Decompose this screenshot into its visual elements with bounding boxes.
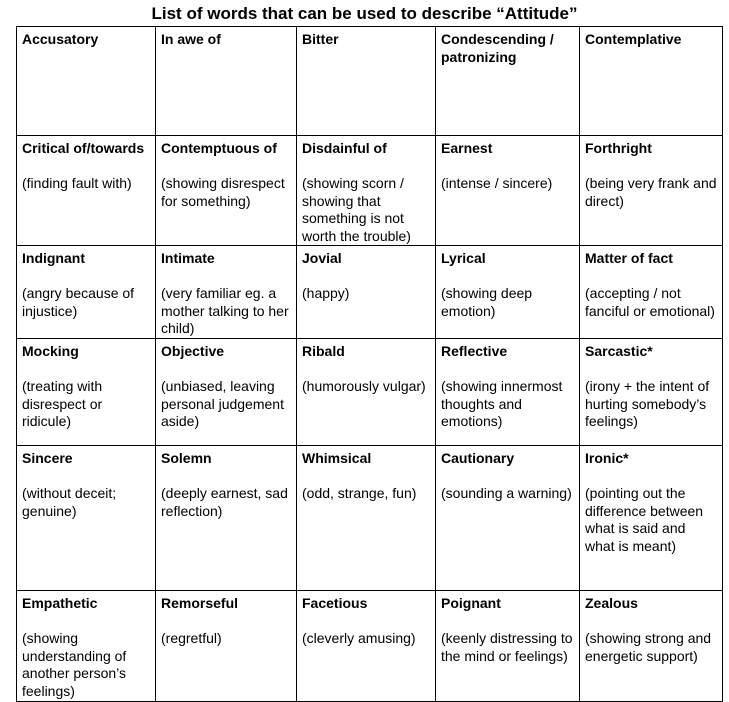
word-term: Jovial (302, 250, 342, 266)
word-term: Contemptuous of (161, 140, 277, 156)
word-cell (580, 446, 723, 591)
word-cell (17, 136, 156, 246)
word-definition: (treating with disrespect or ridicule) (22, 378, 103, 429)
document-title: List of words that can be used to describe “Attitude” (151, 4, 578, 23)
table-row (17, 339, 723, 446)
word-cell (297, 136, 436, 246)
word-definition: (deeply earnest, sad reflection) (161, 485, 288, 519)
word-cell (156, 246, 297, 339)
word-term: Zealous (585, 595, 638, 611)
word-term: Solemn (161, 450, 212, 466)
word-cell (436, 136, 580, 246)
word-definition: (accepting / not fanciful or emotional) (585, 285, 715, 319)
word-definition: (showing understanding of another person’s feelings) (22, 630, 127, 699)
word-cell (17, 446, 156, 591)
word-cell (297, 246, 436, 339)
word-term: Contemplative (585, 31, 682, 47)
word-term: Ironic* (585, 450, 629, 466)
word-definition: (without deceit; genuine) (22, 485, 117, 519)
word-term: Cautionary (441, 450, 515, 466)
word-term: Earnest (441, 140, 493, 156)
word-term: Reflective (441, 343, 508, 359)
table-row (17, 446, 723, 591)
word-term: Critical of/towards (22, 140, 145, 156)
word-cell (17, 339, 156, 446)
word-cell (297, 339, 436, 446)
table-row (17, 136, 723, 246)
word-definition: (irony + the intent of hurting somebody’s feelings) (585, 378, 710, 429)
word-cell (436, 27, 580, 136)
word-cell (436, 591, 580, 702)
word-cell (297, 27, 436, 136)
word-definition: (finding fault with) (22, 175, 132, 191)
word-cell (580, 27, 723, 136)
word-definition: (happy) (302, 285, 350, 301)
word-term: Lyrical (441, 250, 486, 266)
word-term: Objective (161, 343, 225, 359)
table-row (17, 591, 723, 702)
word-cell (580, 136, 723, 246)
word-term: Remorseful (161, 595, 239, 611)
word-definition: (showing strong and energetic support) (585, 630, 712, 664)
word-term: Disdainful of (302, 140, 387, 156)
word-cell (580, 591, 723, 702)
table-row (17, 27, 723, 136)
word-term: Ribald (302, 343, 345, 359)
word-term: Empathetic (22, 595, 98, 611)
word-term: Intimate (161, 250, 215, 266)
word-definition: (unbiased, leaving personal judgement aside) (161, 378, 284, 429)
word-term: Condescending / patronizing (441, 31, 554, 65)
word-term: Sarcastic* (585, 343, 653, 359)
word-cell (17, 246, 156, 339)
word-definition: (keenly distressing to the mind or feelings) (441, 630, 573, 664)
word-definition: (being very frank and direct) (585, 175, 717, 209)
word-cell (17, 27, 156, 136)
word-definition: (showing innermost thoughts and emotions) (441, 378, 563, 429)
word-definition: (intense / sincere) (441, 175, 553, 191)
word-definition: (showing scorn / showing that something is not worth the trouble) (302, 175, 411, 244)
attitude-words-table (16, 26, 723, 702)
word-term: Accusatory (22, 31, 99, 47)
word-cell (156, 339, 297, 446)
word-definition: (pointing out the difference between what is said and what is meant) (585, 485, 704, 554)
word-definition: (angry because of injustice) (22, 285, 135, 319)
word-term: Matter of fact (585, 250, 673, 266)
word-definition: (very familiar eg. a mother talking to her child) (161, 285, 289, 336)
word-definition: (humorously vulgar) (302, 378, 426, 394)
word-definition: (showing disrespect for something) (161, 175, 285, 209)
word-cell (156, 27, 297, 136)
word-cell (436, 446, 580, 591)
word-cell (436, 246, 580, 339)
table-row (17, 246, 723, 339)
word-term: Indignant (22, 250, 85, 266)
word-definition: (sounding a warning) (441, 485, 572, 501)
word-cell (156, 136, 297, 246)
word-cell (436, 339, 580, 446)
word-term: Bitter (302, 31, 339, 47)
word-definition: (cleverly amusing) (302, 630, 416, 646)
word-cell (156, 446, 297, 591)
word-cell (580, 246, 723, 339)
word-definition: (showing deep emotion) (441, 285, 533, 319)
word-term: Mocking (22, 343, 79, 359)
word-term: Whimsical (302, 450, 372, 466)
word-cell (156, 591, 297, 702)
word-definition: (odd, strange, fun) (302, 485, 417, 501)
word-term: In awe of (161, 31, 221, 47)
word-cell (297, 446, 436, 591)
word-cell (297, 591, 436, 702)
word-term: Facetious (302, 595, 368, 611)
word-definition: (regretful) (161, 630, 222, 646)
word-cell (17, 591, 156, 702)
word-term: Sincere (22, 450, 73, 466)
word-term: Forthright (585, 140, 652, 156)
word-term: Poignant (441, 595, 501, 611)
word-cell (580, 339, 723, 446)
